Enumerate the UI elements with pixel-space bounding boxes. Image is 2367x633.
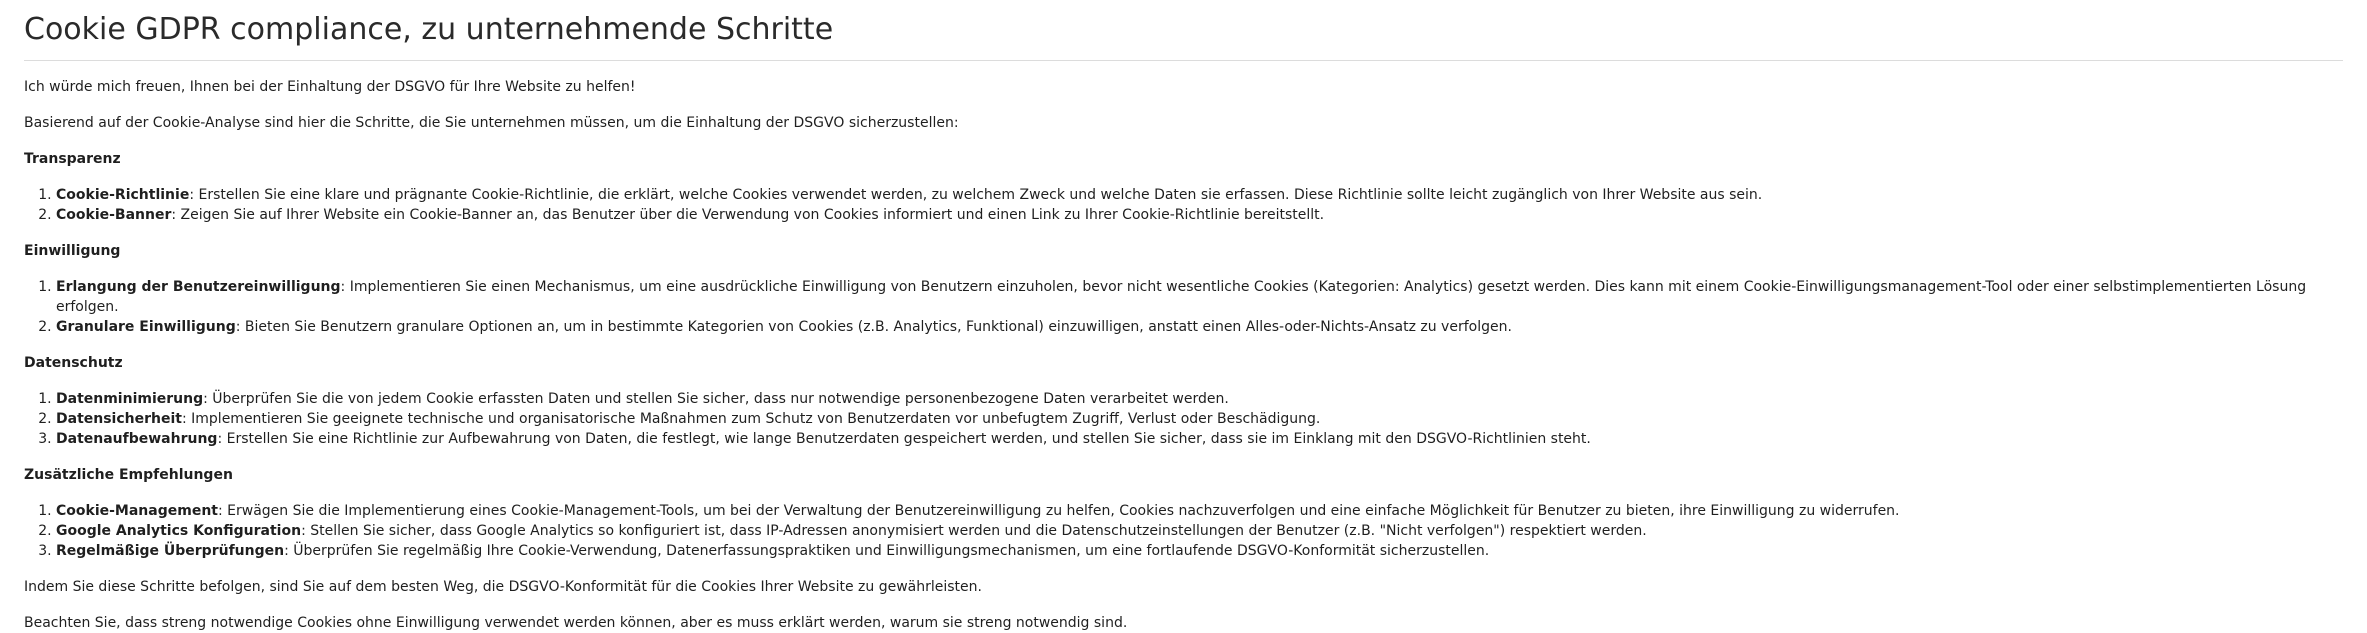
item-text: : Erwägen Sie die Implementierung eines Cookie-Management-Tools, um bei der Verwaltung der Benutzereinwilligung zu helfen, Cookies nachzuverfolgen und eine einfache Möglichkeit für Benutzer zu bieten, ihre Einwilligung zu widerrufen. <box>217 503 1900 519</box>
list-einwilligung <box>24 277 2343 337</box>
list-item <box>56 317 2343 337</box>
item-term: Erlangung der Benutzereinwilligung <box>56 279 341 295</box>
list-item <box>56 429 2343 449</box>
item-text: : Erstellen Sie eine klare und prägnante Cookie-Richtlinie, die erklärt, welche Cookies verwendet werden, zu welchem Zweck und welche Daten sie erfassen. Diese Richtlinie sollte leicht zugänglich von Ihrer Website aus sein. <box>189 187 1763 203</box>
item-term: Google Analytics Konfiguration <box>56 523 302 539</box>
list-datenschutz <box>24 389 2343 449</box>
list-item <box>56 185 2343 205</box>
item-text: : Stellen Sie sicher, dass Google Analytics so konfiguriert ist, dass IP-Adressen anonymisiert werden und die Datenschutzeinstellungen der Benutzer (z.B. "Nicht verfolgen") respektiert werden. <box>301 523 1647 539</box>
item-text: : Zeigen Sie auf Ihrer Website ein Cookie-Banner an, das Benutzer über die Verwendung von Cookies informiert und einen Link zu Ihrer Cookie-Richtlinie bereitstellt. <box>171 207 1325 223</box>
item-term: Datenminimierung <box>56 391 204 407</box>
item-term: Regelmäßige Überprüfungen <box>56 543 285 559</box>
item-text: : Implementieren Sie geeignete technische und organisatorische Maßnahmen zum Schutz von Benutzerdaten vor unbefugtem Zugriff, Verlust oder Beschädigung. <box>181 411 1321 427</box>
list-transparenz <box>24 185 2343 225</box>
item-term: Datenaufbewahrung <box>56 431 218 447</box>
section-heading-datenschutz: Datenschutz <box>24 355 123 371</box>
item-term: Cookie-Banner <box>56 207 172 223</box>
list-item <box>56 541 2343 561</box>
list-item <box>56 409 2343 429</box>
item-text: : Bieten Sie Benutzern granulare Optionen an, um in bestimmte Kategorien von Cookies (z.B. Analytics, Funktional) einzuwilligen, anstatt einen Alles-oder-Nichts-Ansatz zu verfolgen. <box>235 319 1512 335</box>
item-term: Granulare Einwilligung <box>56 319 236 335</box>
item-text: : Erstellen Sie eine Richtlinie zur Aufbewahrung von Daten, die festlegt, wie lange Benutzerdaten gespeichert werden, und stellen Sie sicher, dass sie im Einklang mit den DSGVO-Richtlinien steht. <box>217 431 1591 447</box>
item-term: Cookie-Management <box>56 503 218 519</box>
section-heading-empfehlungen: Zusätzliche Empfehlungen <box>24 467 233 483</box>
basis-paragraph: Basierend auf der Cookie-Analyse sind hier die Schritte, die Sie unternehmen müssen, um die Einhaltung der DSGVO sicherzustellen: <box>24 115 959 131</box>
list-item <box>56 521 2343 541</box>
closing-paragraph: Indem Sie diese Schritte befolgen, sind Sie auf dem besten Weg, die DSGVO-Konformität für die Cookies Ihrer Website zu gewährleisten. <box>24 579 982 595</box>
list-item <box>56 389 2343 409</box>
page-title: Cookie GDPR compliance, zu unternehmende Schritte <box>24 10 2343 61</box>
note-paragraph: Beachten Sie, dass streng notwendige Cookies ohne Einwilligung verwendet werden können, aber es muss erklärt werden, warum sie streng notwendig sind. <box>24 615 1128 631</box>
list-item <box>56 205 2343 225</box>
document-body <box>24 77 2343 633</box>
item-text: : Implementieren Sie einen Mechanismus, um eine ausdrückliche Einwilligung von Benutzern einzuholen, bevor nicht wesentliche Cookies (Kategorien: Analytics) gesetzt werden. Dies kann mit einem Cookie-Einwilligungsmanagement-Tool oder einer selbstimplementierten Lösung erfolgen. <box>56 279 2307 315</box>
intro-paragraph: Ich würde mich freuen, Ihnen bei der Einhaltung der DSGVO für Ihre Website zu helfen! <box>24 79 636 95</box>
list-empfehlungen <box>24 501 2343 561</box>
list-item <box>56 277 2343 317</box>
item-term: Datensicherheit <box>56 411 182 427</box>
item-term: Cookie-Richtlinie <box>56 187 190 203</box>
section-heading-transparenz: Transparenz <box>24 151 121 167</box>
list-item <box>56 501 2343 521</box>
section-heading-einwilligung: Einwilligung <box>24 243 121 259</box>
item-text: : Überprüfen Sie die von jedem Cookie erfassten Daten und stellen Sie sicher, dass nur notwendige personenbezogene Daten verarbeitet werden. <box>203 391 1229 407</box>
item-text: : Überprüfen Sie regelmäßig Ihre Cookie-Verwendung, Datenerfassungspraktiken und Einwilligungsmechanismen, um eine fortlaufende DSGVO-Konformität sicherzustellen. <box>284 543 1490 559</box>
